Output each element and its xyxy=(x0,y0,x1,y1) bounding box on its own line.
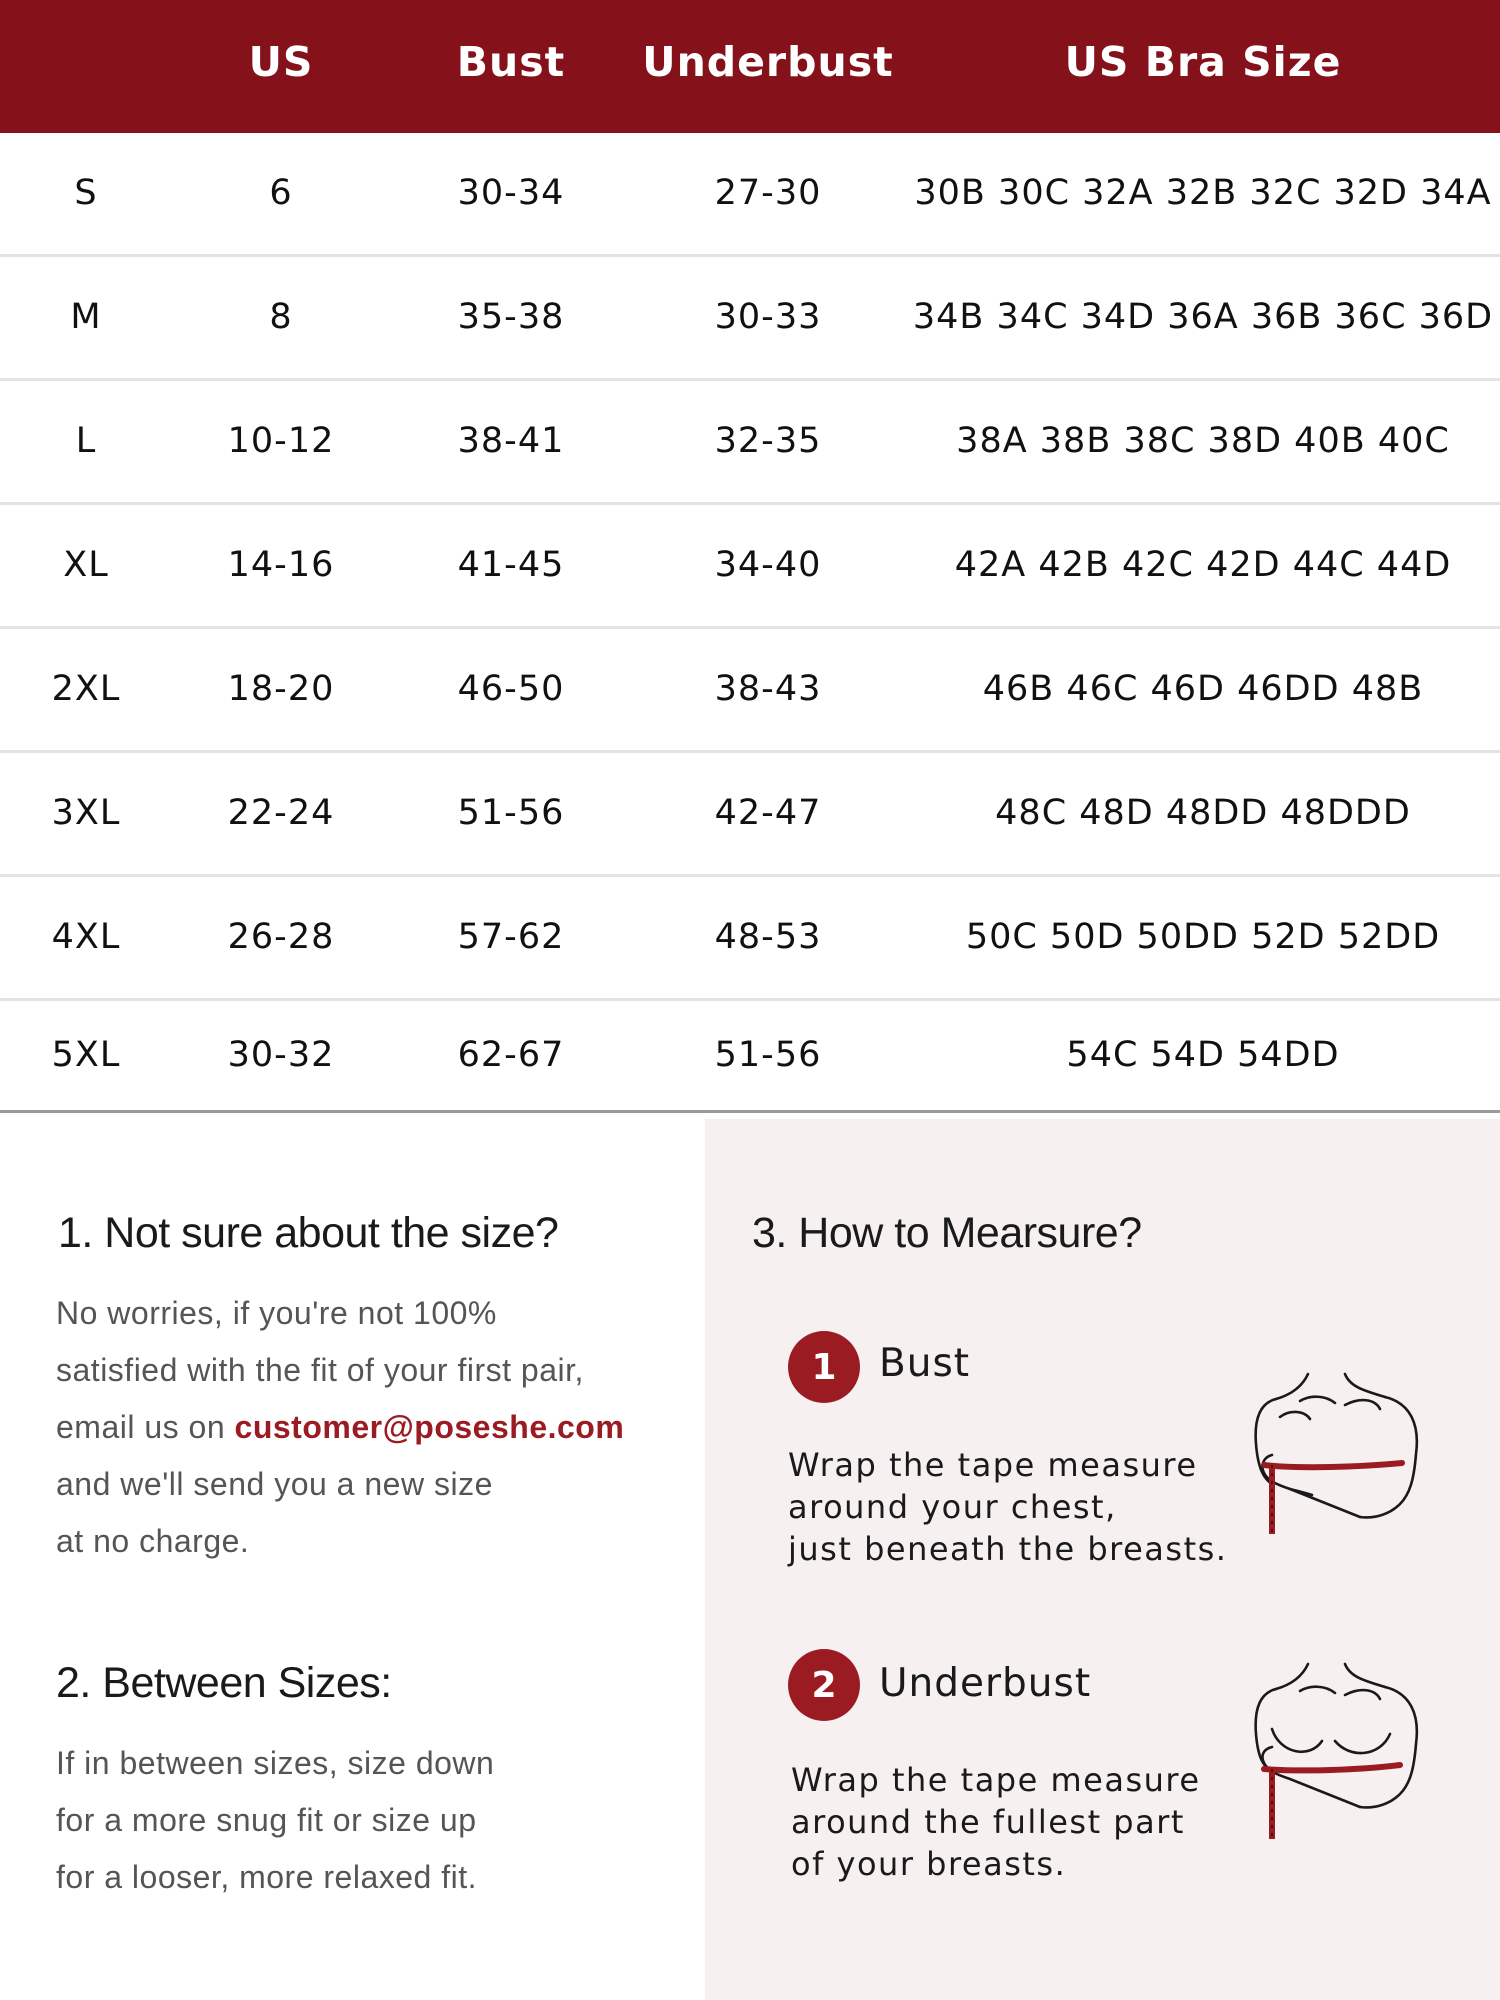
row-us-cell: 10-12 xyxy=(227,421,335,461)
row-bra-size-cell: 46B 46C 46D 46DD 48B xyxy=(982,669,1424,709)
row-bust-cell: 35-38 xyxy=(457,297,565,337)
step-1-title: Bust xyxy=(879,1341,971,1386)
row-size-cell: XL xyxy=(63,545,109,585)
row-bra-size-cell: 48C 48D 48DD 48DDD xyxy=(995,793,1411,833)
table-row xyxy=(0,257,1500,381)
section-2-line: If in between sizes, size down xyxy=(56,1745,495,1781)
email-prefix: email us on xyxy=(56,1409,235,1445)
step-2-title: Underbust xyxy=(879,1661,1092,1706)
header-us: US xyxy=(248,38,314,86)
row-bust-cell: 38-41 xyxy=(457,421,565,461)
step-1-text: Wrap the tape measure around your chest, just beneath the breasts. xyxy=(788,1446,1228,1568)
row-bra-size-cell: 38A 38B 38C 38D 40B 40C xyxy=(956,421,1450,461)
table-row xyxy=(0,505,1500,629)
section-1-line: No worries, if you're not 100% xyxy=(56,1295,497,1331)
row-us-cell: 30-32 xyxy=(227,1035,335,1075)
table-row xyxy=(0,1001,1500,1113)
table-row xyxy=(0,133,1500,257)
row-underbust-cell: 32-35 xyxy=(714,421,822,461)
table-row xyxy=(0,877,1500,1001)
row-bra-size-cell: 42A 42B 42C 42D 44C 44D xyxy=(954,545,1452,585)
size-help-panel xyxy=(0,1119,705,2000)
row-us-cell: 8 xyxy=(269,297,293,337)
row-bust-cell: 41-45 xyxy=(457,545,565,585)
table-row xyxy=(0,629,1500,753)
section-2-line: for a more snug fit or size up xyxy=(56,1802,477,1838)
row-underbust-cell: 51-56 xyxy=(714,1035,822,1075)
section-1-title: 1. Not sure about the size? xyxy=(58,1209,559,1257)
step-2-text: Wrap the tape measure around the fullest part of your breasts. xyxy=(791,1761,1201,1883)
table-body xyxy=(0,133,1500,1113)
row-underbust-cell: 38-43 xyxy=(714,669,822,709)
row-us-cell: 6 xyxy=(269,173,293,213)
row-size-cell: 2XL xyxy=(51,669,121,709)
row-us-cell: 26-28 xyxy=(227,917,335,957)
row-bust-cell: 46-50 xyxy=(457,669,565,709)
row-bust-cell: 62-67 xyxy=(457,1035,565,1075)
row-us-cell: 22-24 xyxy=(227,793,335,833)
row-underbust-cell: 48-53 xyxy=(714,917,822,957)
section-1-line: and we'll send you a new size xyxy=(56,1466,493,1502)
row-underbust-cell: 34-40 xyxy=(714,545,822,585)
row-underbust-cell: 30-33 xyxy=(714,297,822,337)
row-underbust-cell: 27-30 xyxy=(714,173,822,213)
row-size-cell: M xyxy=(70,297,102,337)
row-size-cell: S xyxy=(74,173,98,213)
row-bust-cell: 51-56 xyxy=(457,793,565,833)
support-email-link[interactable]: customer@poseshe.com xyxy=(234,1409,625,1445)
row-bra-size-cell: 30B 30C 32A 32B 32C 32D 34A xyxy=(914,173,1492,213)
section-3-title: 3. How to Mearsure? xyxy=(752,1209,1142,1257)
row-bra-size-cell: 50C 50D 50DD 52D 52DD xyxy=(965,917,1441,957)
row-size-cell: 4XL xyxy=(51,917,121,957)
header-us-bra-size: US Bra Size xyxy=(1064,38,1342,86)
header-underbust: Underbust xyxy=(642,38,894,86)
table-header-row xyxy=(0,0,1500,133)
row-bra-size-cell: 34B 34C 34D 36A 36B 36C 36D xyxy=(912,297,1494,337)
row-us-cell: 14-16 xyxy=(227,545,335,585)
row-underbust-cell: 42-47 xyxy=(714,793,822,833)
table-row xyxy=(0,381,1500,505)
row-us-cell: 18-20 xyxy=(227,669,335,709)
section-2-title: 2. Between Sizes: xyxy=(56,1659,392,1707)
row-size-cell: 5XL xyxy=(51,1035,121,1075)
section-1-line: satisfied with the fit of your first pair, xyxy=(56,1352,584,1388)
row-size-cell: L xyxy=(75,421,97,461)
step-2-badge: 2 xyxy=(788,1649,860,1721)
section-2-text xyxy=(56,1735,696,1906)
row-bra-size-cell: 54C 54D 54DD xyxy=(1066,1035,1340,1075)
row-size-cell: 3XL xyxy=(51,793,121,833)
bust-measure-figure-icon xyxy=(1250,1369,1430,1549)
section-1-text xyxy=(56,1285,696,1570)
header-bust: Bust xyxy=(456,38,566,86)
section-1-line xyxy=(56,1399,696,1456)
underbust-measure-figure-icon xyxy=(1250,1659,1430,1849)
section-2-line: for a looser, more relaxed fit. xyxy=(56,1859,478,1895)
section-1-line: at no charge. xyxy=(56,1523,250,1559)
row-bust-cell: 57-62 xyxy=(457,917,565,957)
how-to-measure-panel xyxy=(705,1119,1500,2000)
step-1-badge: 1 xyxy=(788,1331,860,1403)
table-row xyxy=(0,753,1500,877)
row-bust-cell: 30-34 xyxy=(457,173,565,213)
